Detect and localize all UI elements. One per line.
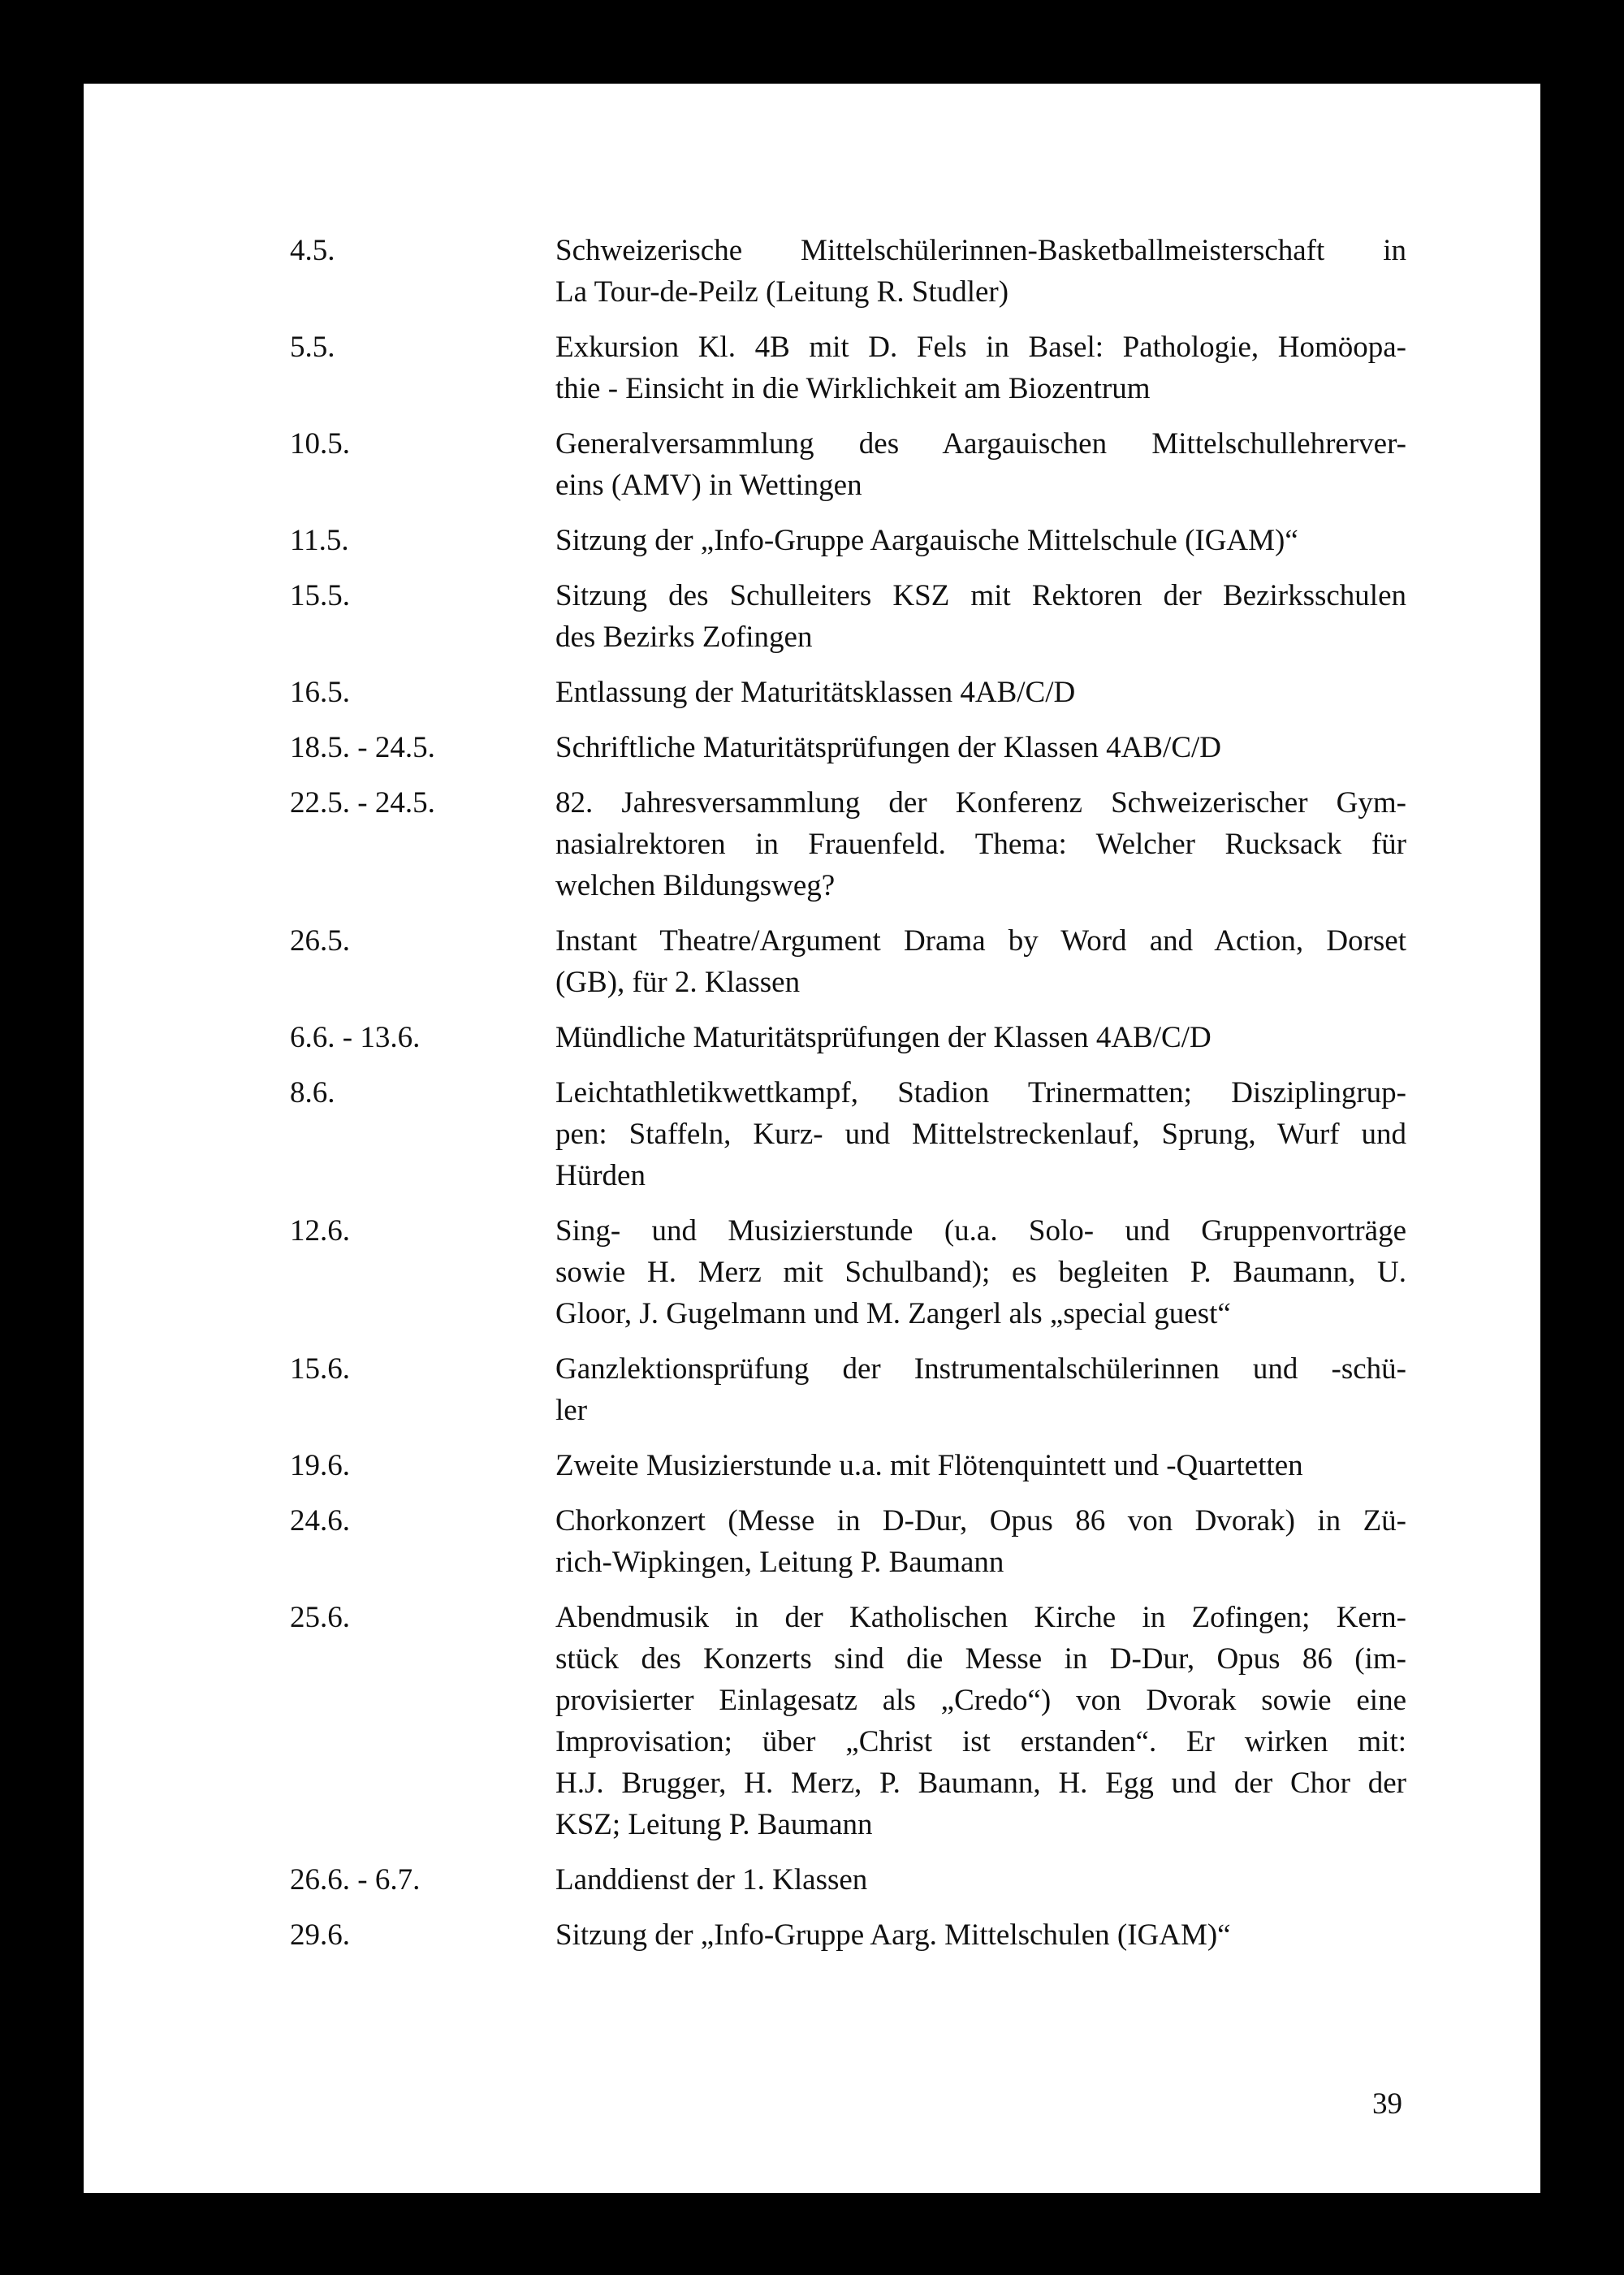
entry-text-line: Instant Theatre/Argument Drama by Word and Action, Dorset (555, 924, 1406, 958)
entry-text-line: stück des Konzerts sind die Messe in D-Dur, Opus 86 (im- (555, 1642, 1406, 1676)
entry-date: 26.6. - 6.7. (290, 1863, 421, 1897)
chronicle-entry (290, 1072, 1406, 1196)
entry-description (555, 1597, 1406, 1845)
chronicle-entry (290, 727, 1406, 768)
chronicle-entry (290, 1348, 1406, 1431)
entry-date: 5.5. (290, 331, 335, 364)
entry-description (555, 230, 1406, 313)
entry-date: 18.5. - 24.5. (290, 731, 435, 764)
entry-date: 15.6. (290, 1352, 350, 1386)
entry-date: 19.6. (290, 1449, 350, 1482)
document-page (84, 84, 1540, 2193)
entry-description (555, 423, 1406, 506)
entry-text-line: Mündliche Maturitätsprüfungen der Klassen 4AB/C/D (555, 1021, 1212, 1054)
entry-date: 10.5. (290, 427, 350, 461)
chronicle-entry (290, 575, 1406, 658)
chronicle-entry (290, 1914, 1406, 1956)
entry-text-line: Leichtathletikwettkampf, Stadion Trinermatten; Disziplingrup- (555, 1076, 1406, 1109)
entry-text-line: H.J. Brugger, H. Merz, P. Baumann, H. Egg und der Chor der (555, 1767, 1406, 1800)
entry-description (555, 782, 1406, 906)
entry-text-line: ler (555, 1394, 588, 1427)
entry-date: 25.6. (290, 1601, 350, 1634)
entry-text-line: Zweite Musizierstunde u.a. mit Flötenquintett und -Quartetten (555, 1449, 1303, 1482)
entry-text-line: Generalversammlung des Aargauischen Mittelschullehrerver- (555, 427, 1406, 461)
chronicle-entry (290, 423, 1406, 506)
entry-text-line: eins (AMV) in Wettingen (555, 469, 862, 502)
entry-text-line: Entlassung der Maturitätsklassen 4AB/C/D (555, 676, 1076, 709)
chronicle-entry (290, 782, 1406, 906)
entry-date: 15.5. (290, 579, 350, 612)
entry-text-line: (GB), für 2. Klassen (555, 966, 801, 999)
page-number: 39 (1372, 2087, 1402, 2121)
entry-description (555, 327, 1406, 409)
entry-description (555, 672, 1406, 713)
entry-text-line: des Bezirks Zofingen (555, 621, 813, 654)
entry-text-line: rich-Wipkingen, Leitung P. Baumann (555, 1546, 1004, 1579)
entry-description (555, 1072, 1406, 1196)
entry-description (555, 575, 1406, 658)
entry-text-line: Schriftliche Maturitätsprüfungen der Klassen 4AB/C/D (555, 731, 1221, 764)
entry-date: 12.6. (290, 1214, 350, 1248)
entry-date: 11.5. (290, 524, 349, 557)
entry-text-line: Hürden (555, 1159, 646, 1192)
chronicle-entry (290, 1017, 1406, 1058)
entry-text-line: nasialrektoren in Frauenfeld. Thema: Welcher Rucksack für (555, 828, 1406, 861)
entry-date: 24.6. (290, 1504, 350, 1538)
entry-date: 26.5. (290, 924, 350, 958)
entry-description (555, 1914, 1406, 1956)
entry-text-line: provisierter Einlagesatz als „Credo“) von Dvorak sowie eine (555, 1684, 1406, 1717)
entry-description (555, 920, 1406, 1003)
entry-text-line: Ganzlektionsprüfung der Instrumentalschülerinnen und -schü- (555, 1352, 1406, 1386)
chronicle-entry (290, 327, 1406, 409)
entry-text-line: 82. Jahresversammlung der Konferenz Schweizerischer Gym- (555, 786, 1406, 820)
chronicle-list (290, 230, 1406, 1970)
entry-description (555, 1859, 1406, 1901)
entry-description (555, 1500, 1406, 1583)
entry-text-line: KSZ; Leitung P. Baumann (555, 1808, 873, 1841)
entry-text-line: Sitzung des Schulleiters KSZ mit Rektoren der Bezirksschulen (555, 579, 1406, 612)
entry-description (555, 1348, 1406, 1431)
entry-date: 8.6. (290, 1076, 335, 1109)
entry-date: 22.5. - 24.5. (290, 786, 435, 820)
entry-text-line: Landdienst der 1. Klassen (555, 1863, 868, 1897)
entry-description (555, 727, 1406, 768)
entry-text-line: pen: Staffeln, Kurz- und Mittelstreckenlauf, Sprung, Wurf und (555, 1118, 1406, 1151)
entry-date: 16.5. (290, 676, 350, 709)
entry-description (555, 520, 1406, 561)
entry-description (555, 1017, 1406, 1058)
entry-date: 4.5. (290, 234, 335, 267)
entry-text-line: sowie H. Merz mit Schulband); es begleiten P. Baumann, U. (555, 1256, 1406, 1289)
chronicle-entry (290, 230, 1406, 313)
entry-text-line: Chorkonzert (Messe in D-Dur, Opus 86 von Dvorak) in Zü- (555, 1504, 1406, 1538)
entry-text-line: Improvisation; über „Christ ist erstanden“. Er wirken mit: (555, 1725, 1406, 1758)
chronicle-entry (290, 672, 1406, 713)
entry-text-line: thie - Einsicht in die Wirklichkeit am Biozentrum (555, 372, 1151, 405)
entry-text-line: Gloor, J. Gugelmann und M. Zangerl als „special guest“ (555, 1297, 1231, 1330)
entry-text-line: Exkursion Kl. 4B mit D. Fels in Basel: Pathologie, Homöopa- (555, 331, 1406, 364)
entry-text-line: Schweizerische Mittelschülerinnen-Basketballmeisterschaft in (555, 234, 1406, 267)
entry-text-line: Sing- und Musizierstunde (u.a. Solo- und Gruppenvorträge (555, 1214, 1406, 1248)
entry-text-line: Sitzung der „Info-Gruppe Aarg. Mittelschulen (IGAM)“ (555, 1918, 1231, 1952)
entry-date: 29.6. (290, 1918, 350, 1952)
chronicle-entry (290, 520, 1406, 561)
entry-text-line: welchen Bildungsweg? (555, 869, 836, 902)
entry-text-line: La Tour-de-Peilz (Leitung R. Studler) (555, 275, 1009, 309)
chronicle-entry (290, 1210, 1406, 1334)
entry-description (555, 1210, 1406, 1334)
entry-text-line: Abendmusik in der Katholischen Kirche in Zofingen; Kern- (555, 1601, 1406, 1634)
entry-text-line: Sitzung der „Info-Gruppe Aargauische Mittelschule (IGAM)“ (555, 524, 1298, 557)
chronicle-entry (290, 1500, 1406, 1583)
entry-date: 6.6. - 13.6. (290, 1021, 421, 1054)
chronicle-entry (290, 1859, 1406, 1901)
entry-description (555, 1445, 1406, 1486)
chronicle-entry (290, 1597, 1406, 1845)
chronicle-entry (290, 920, 1406, 1003)
chronicle-entry (290, 1445, 1406, 1486)
